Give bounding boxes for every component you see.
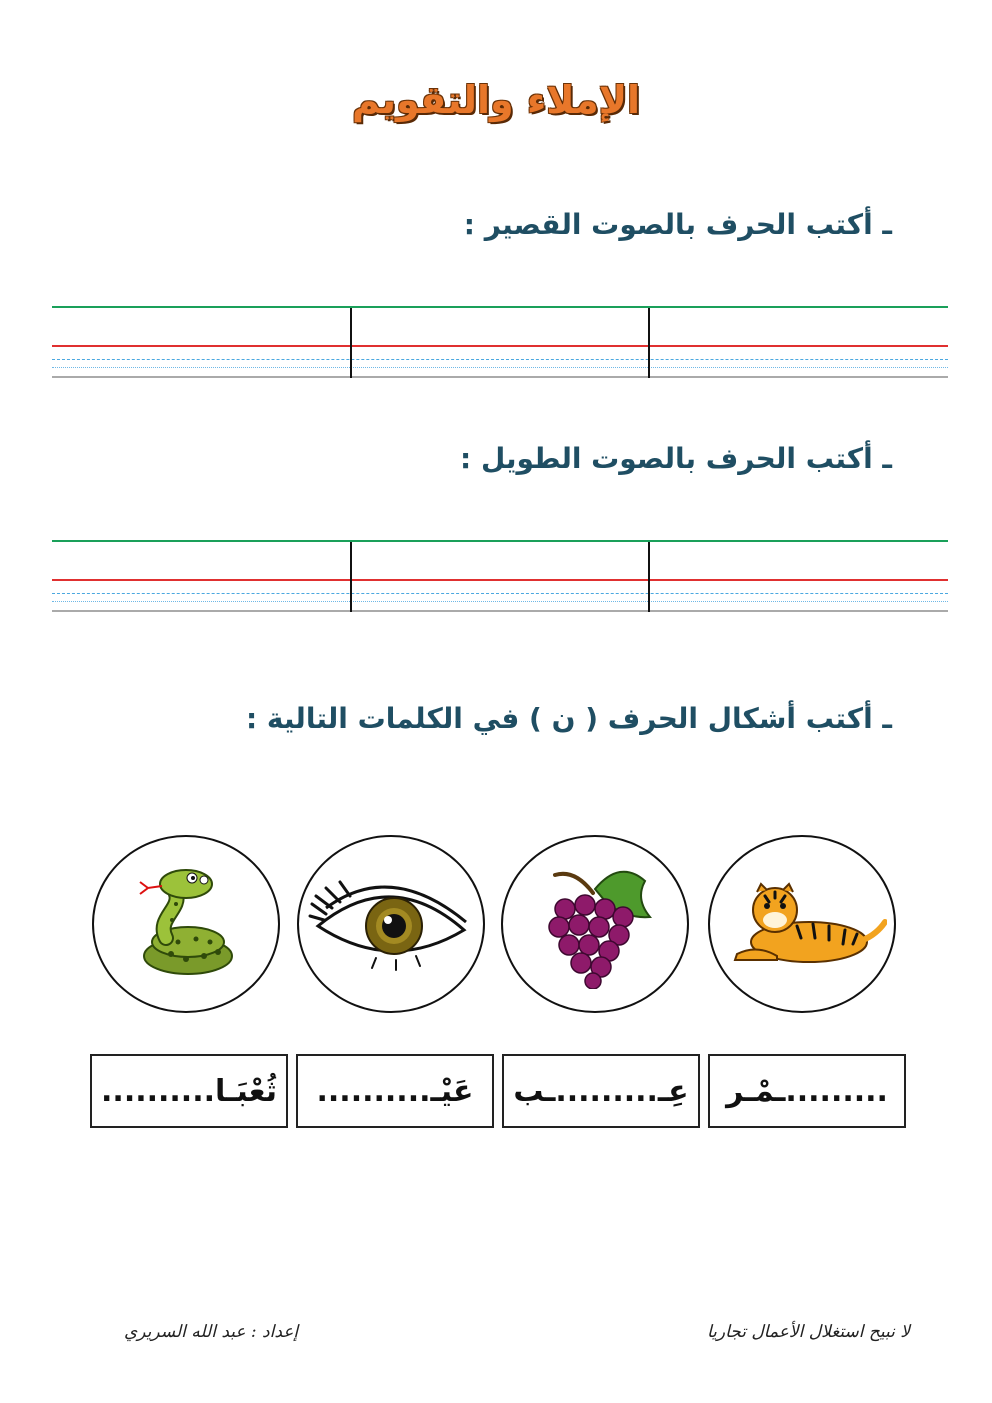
column-divider bbox=[350, 542, 352, 612]
column-divider bbox=[350, 308, 352, 378]
page-title: الإملاء والتقويم bbox=[351, 78, 641, 122]
guide-line-dashed bbox=[52, 593, 948, 594]
guide-line-base bbox=[52, 579, 948, 581]
column-divider bbox=[648, 308, 650, 378]
long-vowel-heading: ـ أكتب الحرف بالصوت الطويل : bbox=[460, 442, 892, 475]
column-divider bbox=[648, 542, 650, 612]
word-eye: عَيْـ.......... bbox=[316, 1073, 474, 1109]
guide-line-top bbox=[52, 306, 948, 308]
word-tiger: .........ـمْـر bbox=[726, 1073, 888, 1109]
word-box-tiger[interactable] bbox=[708, 1054, 906, 1128]
word-grapes: عِـ.........ـب bbox=[513, 1073, 689, 1109]
word-snake: ثُعْبَـا.......... bbox=[101, 1073, 277, 1109]
guide-line-bottom bbox=[52, 610, 948, 612]
snake-picture bbox=[92, 835, 280, 1013]
word-box-grapes[interactable] bbox=[502, 1054, 700, 1128]
author-credit: إعداد : عبد الله السريري bbox=[124, 1322, 299, 1342]
copyright-notice: لا نبيح استغلال الأعمال تجاريا bbox=[707, 1322, 910, 1342]
tiger-icon bbox=[717, 874, 887, 974]
guide-line-dotted bbox=[52, 601, 948, 602]
guide-line-dashed bbox=[52, 359, 948, 360]
letter-forms-heading: ـ أكتب أشكال الحرف ( ن ) في الكلمات التالية : bbox=[245, 702, 892, 735]
long-vowel-writing-lines[interactable] bbox=[52, 540, 948, 612]
snake-icon bbox=[126, 864, 246, 984]
guide-line-base bbox=[52, 345, 948, 347]
tiger-picture bbox=[708, 835, 896, 1013]
grapes-picture bbox=[501, 835, 689, 1013]
eye-picture bbox=[297, 835, 485, 1013]
guide-line-bottom bbox=[52, 376, 948, 378]
grapes-icon bbox=[525, 859, 665, 989]
eye-icon bbox=[306, 874, 476, 974]
guide-line-top bbox=[52, 540, 948, 542]
short-vowel-heading: ـ أكتب الحرف بالصوت القصير : bbox=[463, 208, 892, 241]
guide-line-dotted bbox=[52, 367, 948, 368]
short-vowel-writing-lines[interactable] bbox=[52, 306, 948, 378]
word-box-snake[interactable] bbox=[90, 1054, 288, 1128]
word-box-eye[interactable] bbox=[296, 1054, 494, 1128]
